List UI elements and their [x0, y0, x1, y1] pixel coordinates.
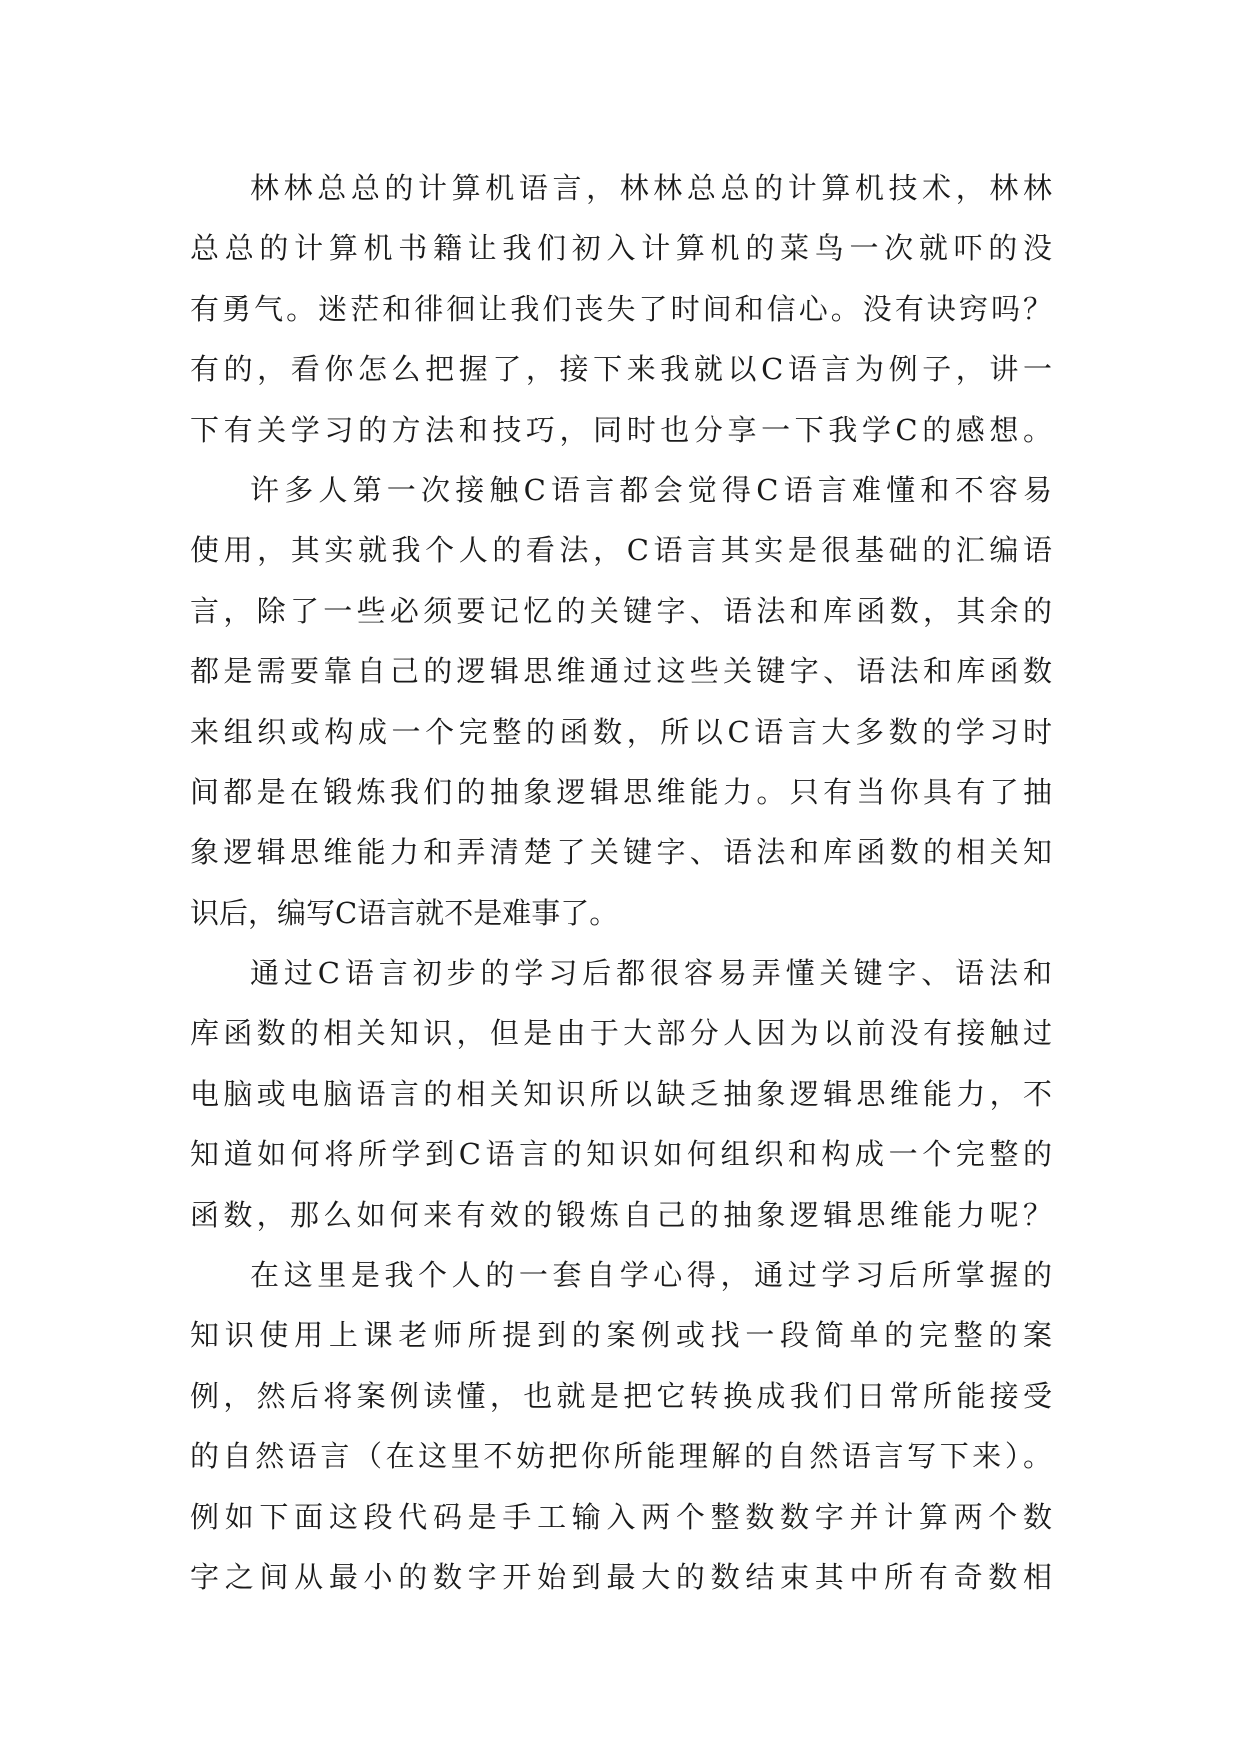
paragraph-1-line-1: 林林总总的计算机语言，林林总总的计算机技术，林林: [250, 171, 1052, 205]
paragraph-3-line-5: 函数，那么如何来有效的锻炼自己的抽象逻辑思维能力呢？: [190, 1197, 1052, 1232]
paragraph-2-line-1: 许多人第一次接触C语言都会觉得C语言难懂和不容易: [250, 472, 1052, 507]
paragraph-1-line-5: 下有关学习的方法和技巧，同时也分享一下我学C的感想。: [190, 412, 1052, 447]
paragraph-1-line-4: 有的，看你怎么把握了，接下来我就以C语言为例子，讲一: [190, 352, 1052, 387]
paragraph-4-line-6: 字之间从最小的数字开始到最大的数结束其中所有奇数相: [190, 1559, 1052, 1594]
paragraph-4-line-1: 在这里是我个人的一套自学心得，通过学习后所掌握的: [250, 1258, 1052, 1293]
paragraph-4-line-4: 的自然语言（在这里不妨把你所能理解的自然语言写下来）。: [190, 1439, 1052, 1474]
paragraph-3-line-4: 知道如何将所学到C语言的知识如何组织和构成一个完整的: [190, 1137, 1052, 1172]
paragraph-4-line-3: 例，然后将案例读懂，也就是把它转换成我们日常所能接受: [190, 1378, 1052, 1413]
paragraph-3-line-3: 电脑或电脑语言的相关知识所以缺乏抽象逻辑思维能力，不: [190, 1076, 1052, 1111]
paragraph-2-line-6: 间都是在锻炼我们的抽象逻辑思维能力。只有当你具有了抽: [190, 774, 1052, 809]
paragraph-2-line-7: 象逻辑思维能力和弄清楚了关键字、语法和库函数的相关知: [190, 835, 1052, 870]
paragraph-2-line-4: 都是需要靠自己的逻辑思维通过这些关键字、语法和库函数: [190, 654, 1052, 689]
paragraph-2-line-8: 识后，编写C语言就不是难事了。: [190, 895, 619, 930]
paragraph-1-line-2: 总总的计算机书籍让我们初入计算机的菜鸟一次就吓的没: [190, 231, 1052, 266]
paragraph-2-line-2: 使用，其实就我个人的看法，C语言其实是很基础的汇编语: [190, 533, 1052, 568]
paragraph-2-line-3: 言，除了一些必须要记忆的关键字、语法和库函数，其余的: [190, 593, 1052, 628]
paragraph-4-line-2: 知识使用上课老师所提到的案例或找一段简单的完整的案: [190, 1318, 1052, 1353]
paragraph-1-line-3: 有勇气。迷茫和徘徊让我们丧失了时间和信心。没有诀窍吗？: [190, 291, 1052, 326]
paragraph-3-line-1: 通过C语言初步的学习后都很容易弄懂关键字、语法和: [250, 956, 1052, 991]
document-body: [190, 158, 1052, 1607]
paragraph-4-line-5: 例如下面这段代码是手工输入两个整数数字并计算两个数: [190, 1499, 1052, 1534]
paragraph-3-line-2: 库函数的相关知识，但是由于大部分人因为以前没有接触过: [190, 1016, 1052, 1051]
paragraph-2-line-5: 来组织或构成一个完整的函数，所以C语言大多数的学习时: [190, 714, 1052, 749]
